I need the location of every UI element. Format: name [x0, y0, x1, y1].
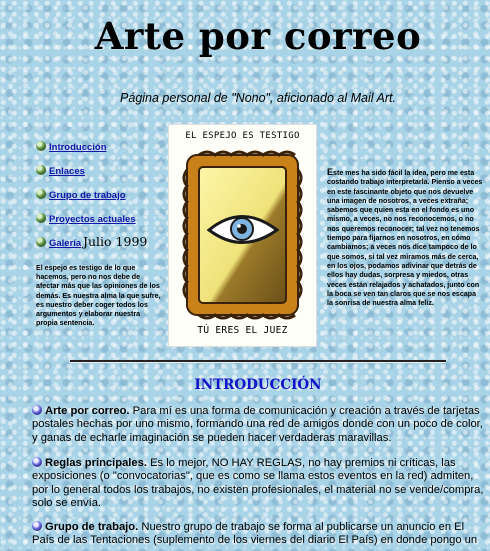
artwork-top-text: EL ESPEJO ES TESTIGO — [185, 131, 300, 141]
paragraph-label: Arte por correo. — [45, 405, 130, 417]
intro-heading: INTRODUCCIÓN — [194, 377, 322, 393]
blue-bullet-icon — [32, 457, 42, 467]
blue-bullet-icon — [32, 405, 42, 415]
artwork-mirror — [168, 124, 317, 347]
reflection-body: ste mes ha sido fácil la idea, pero me esta costando trabajo interpretarla. Pienso a veces en este fascinante objeto que nos devuelve una imagen de nosotros, a veces extraña; sabemos que quien esta en el fondo es uno mismo, a veces, no nos reconocemos, o no nos queremos reconocer; tal vez no tenemos tiempo para fijarnos en nosotros, en cómo cambiamos; a veces nos dice tampoco de lo que somos, si tal vez miramos más de cerca, en los ojos, podamos adivinar que detrás de ellos hay dudas, sorpresa y miedos, otras veces están relajados y achatados, junto con la boca se ven tan claros que se nos escapa la sonrisa de nuestra alma feliz. — [327, 169, 483, 308]
monthly-reflection-text — [327, 168, 483, 308]
nav-link-grupo-de-trabajo[interactable]: Grupo de trabajo — [49, 190, 126, 201]
paragraph-label: Grupo de trabajo. — [45, 521, 139, 533]
section-divider — [70, 360, 446, 363]
sidebar-text: El espejo es testigo de lo que hacemos, pero no nos debe de afectar más que las opiniones de los demás. Es nuestra alma la que sufre, es nuestro deber coger todos los argumentos y elaborar nuestra propia sentencia. — [36, 264, 161, 328]
green-bullet-icon — [36, 165, 46, 175]
intro-paragraph-arte — [32, 405, 484, 445]
green-bullet-icon — [36, 237, 46, 247]
paragraph-text: Para mí es una forma de comunicación y creación a través de tarjetas postales hechas por uno mismo, formando una red de amigos donde con un poco de color, y ganas de echarle imaginación se pueden hacer verdaderas maravillas. — [32, 405, 483, 444]
nav-link-introduccion[interactable]: Introducción — [49, 142, 107, 153]
issue-date: Julio 1999 — [83, 234, 148, 249]
artwork-bottom-text: TÚ ERES EL JUEZ — [197, 325, 288, 336]
green-bullet-icon — [36, 141, 46, 151]
green-bullet-icon — [36, 213, 46, 223]
mirror-eye-illustration — [169, 125, 316, 346]
page-subtitle: Página personal de "Nono", aficionado al Mail Art. — [120, 91, 396, 105]
paragraph-text: Es lo mejor, NO HAY REGLAS, no hay premios ni críticas, las exposiciones (o "convocatorias", que es como se llama estos eventos en la red) admiten, por lo general todos los trabajos, no existen profesionales, el material no se vende/compra, solo se envía. — [32, 457, 484, 510]
intro-paragraph-reglas — [32, 457, 484, 511]
nav-link-galeria[interactable]: Galería — [49, 238, 82, 249]
nav-link-enlaces[interactable]: Enlaces — [49, 166, 85, 177]
reflection-dropcap: E — [327, 167, 334, 177]
blue-bullet-icon — [32, 521, 42, 531]
green-bullet-icon — [36, 189, 46, 199]
paragraph-label: Reglas principales. — [45, 457, 147, 469]
paragraph-text: Nuestro grupo de trabajo se forma al publicarse un anuncio en El País de las Tentaciones (suplemento de los viernes del diario El País) en donde pongo un — [32, 521, 478, 547]
intro-paragraph-grupo — [32, 521, 484, 548]
nav-link-proyectos-actuales[interactable]: Proyectos actuales — [49, 214, 136, 225]
page-title: Arte por correo — [94, 14, 422, 58]
